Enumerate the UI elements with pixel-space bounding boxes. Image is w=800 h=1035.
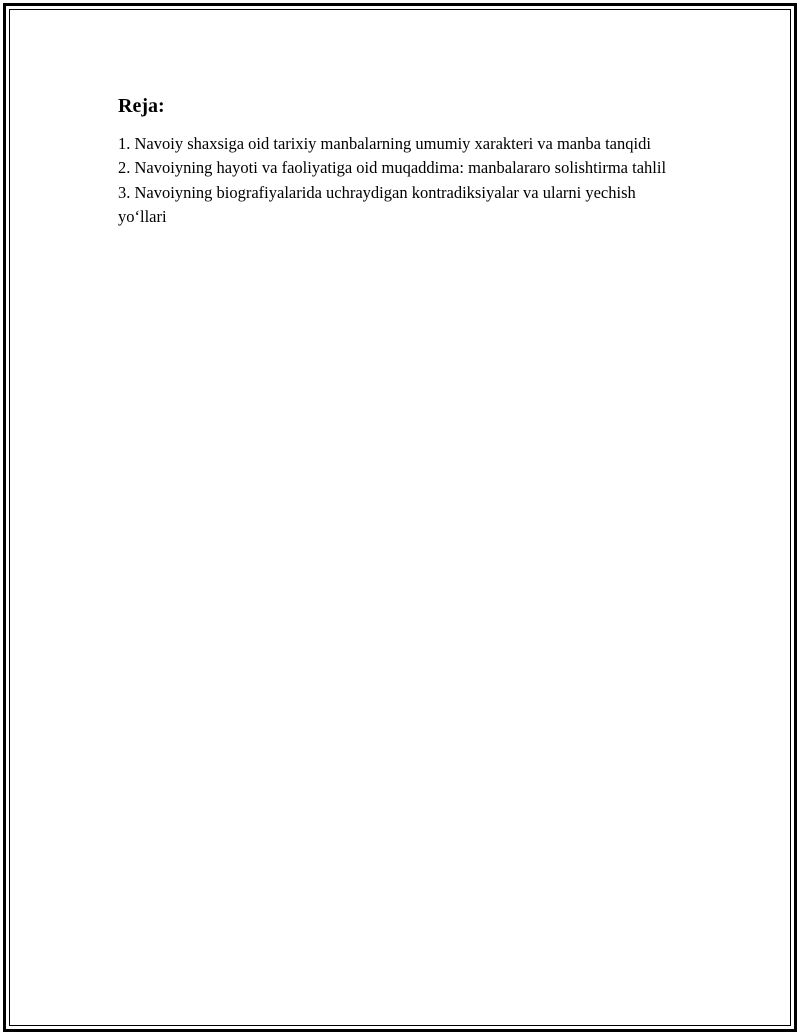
document-content [118, 93, 678, 230]
plan-item-3: 3. Navoiyning biografiyalarida uchraydigan kontradiksiyalar va ularni yechish yo‘llari [118, 182, 636, 227]
plan-item-1: 1. Navoiy shaxsiga oid tarixiy manbalarning umumiy xarakteri va manba tanqidi [118, 134, 651, 153]
plan-heading: Reja: [118, 95, 165, 117]
plan-list [118, 132, 678, 230]
plan-item-2: 2. Navoiyning hayoti va faoliyatiga oid muqaddima: manbalararo solishtirma tahlil [118, 158, 667, 178]
